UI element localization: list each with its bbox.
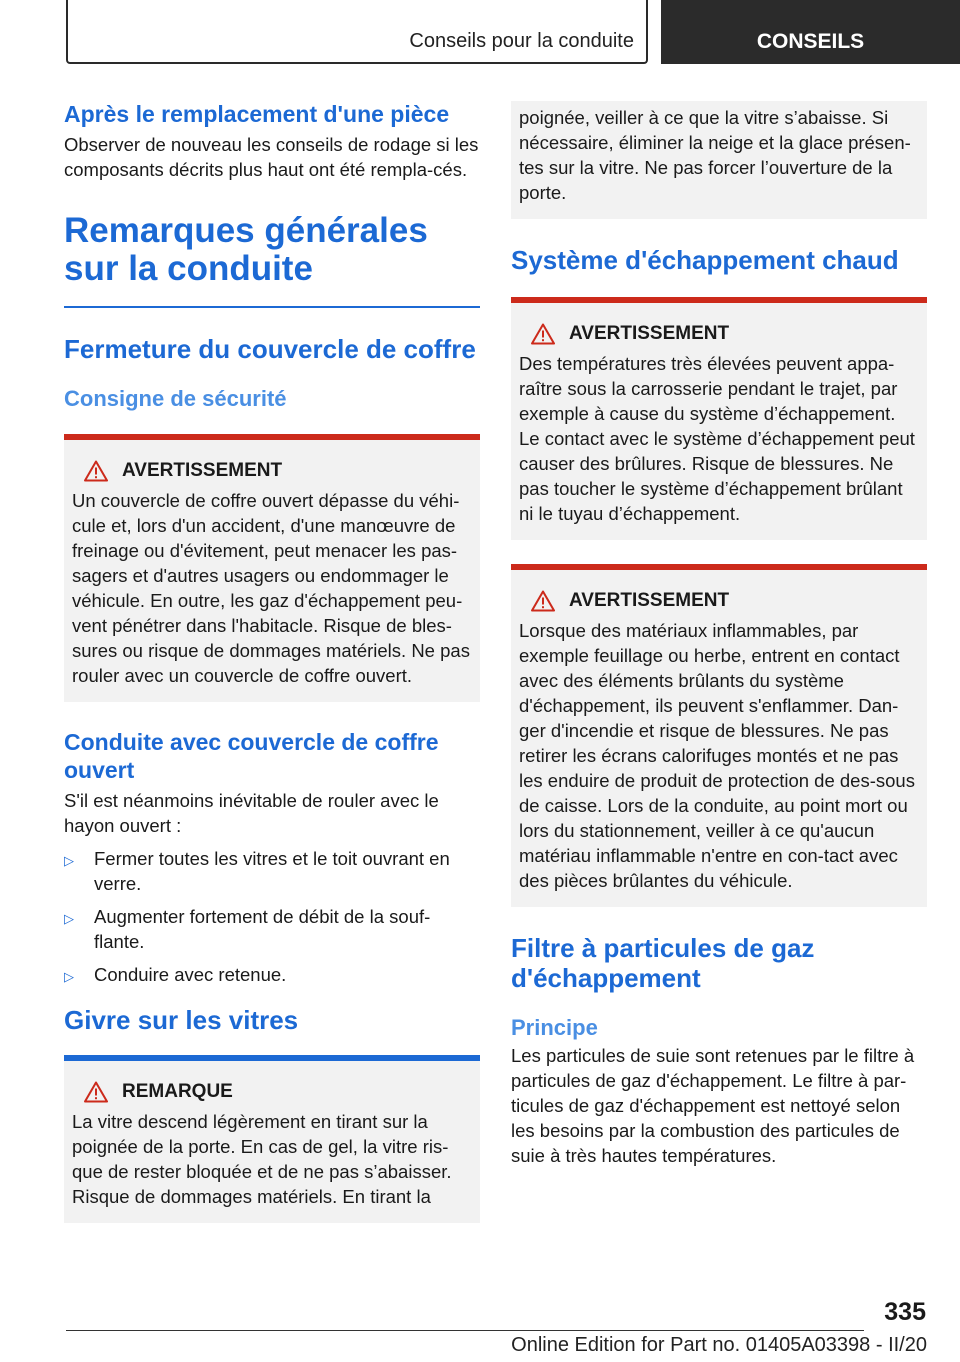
list-item (64, 846, 480, 896)
note-box-givre (64, 1055, 480, 1223)
heading-fermeture-coffre: Fermeture du couvercle de coffre (64, 333, 476, 364)
header-chapter-tab (661, 0, 960, 64)
warning-title-row (72, 450, 472, 488)
warning-box-materiaux-inflammables (511, 564, 927, 907)
triangle-bullet-icon: ▷ (64, 910, 74, 926)
note-title-row (72, 1071, 472, 1109)
note-text-continued: poignée, veiller à ce que la vitre s’abaisse. Si nécessaire, éliminer la neige et la glace présen-tes sur la vitre. Ne pas forcer l’ouverture de la porte. (519, 107, 911, 203)
warning-title-row (519, 580, 919, 618)
note-box-continued (511, 101, 927, 219)
warning-triangle-icon (84, 460, 108, 482)
header-section-box (66, 0, 648, 64)
text-apres-remplacement: Observer de nouveau les conseils de rodage si les composants décrits plus haut ont été rempla-cés. (64, 134, 479, 180)
heading-givre-vitres: Givre sur les vitres (64, 1004, 299, 1035)
warning-text-echappement-chaud: Des températures très élevées peuvent appa-raître sous la carrosserie pendant le trajet, par exemple à cause du système d’échappement. Le contact avec le système d’échappement peut causer des brûlures. Risque de blessures. Ne pas toucher le système d’échappement brûlant ni le tuyau d’échappement. (519, 353, 915, 524)
heading-consigne-securite: Consigne de sécurité (64, 385, 287, 411)
triangle-bullet-icon: ▷ (64, 852, 74, 868)
list-item-text: Conduire avec retenue. (94, 963, 287, 985)
warning-title: AVERTISSEMENT (569, 323, 730, 344)
heading-principe: Principe (511, 1015, 598, 1040)
conduite-bullet-list (64, 846, 480, 989)
header-chapter-label: CONSEILS (756, 30, 865, 53)
warning-text-coffre: Un couvercle de coffre ouvert dépasse du véhi-cule et, lors d'un accident, d'une manœuvre de freinage ou d'évitement, peut menacer les pas-sagers et d'autres usagers ou endommager le véhicule. En outre, les gaz d'échappement peu-vent pénétrer dans l'habitacle. Risque de bles-sures ou risque de dommages matériels. Ne pas rouler avec un couvercle de coffre ouvert. (72, 489, 470, 686)
note-title: REMARQUE (122, 1080, 233, 1102)
heading-rule (64, 306, 480, 308)
note-text-givre: La vitre descend légèrement en tirant sur la poignée de la porte. En cas de gel, la vitre ris-que de rester bloquée et de ne pas s’abaisser. Risque de dommages matériels. En tirant la (72, 1110, 452, 1207)
right-column (511, 101, 927, 1168)
warning-box-coffre (64, 434, 480, 702)
warning-title: AVERTISSEMENT (569, 590, 730, 611)
heading-remarques-generales: Remarques générales sur la conduite (64, 211, 428, 288)
list-item-text: Augmenter fortement de débit de la souf-flante. (94, 905, 431, 952)
list-item-text: Fermer toutes les vitres et le toit ouvrant en verre. (94, 847, 450, 894)
warning-text-materiaux-inflammables: Lorsque des matériaux inflammables, par exemple feuillage ou herbe, entrent en contact avec des éléments brûlants du système d'échappement, ils peuvent s'enflammer. Dan-ger d'incendie et risque de blessures. Ne pas retirer les écrans calorifuges montés et ne pas les enduire de produit de protection de des-sous de caisse. Lors de la conduite, au point mort ou lors du stationnement, veiller à ce qu'aucun matériau inflammable n'entre en con-tact avec des pièces brûlantes du véhicule. (519, 620, 915, 891)
warning-title-row (519, 313, 919, 351)
warning-box-echappement-chaud (511, 297, 927, 540)
warning-triangle-icon (531, 590, 555, 612)
left-column (64, 100, 480, 1223)
heading-systeme-echappement: Système d'échappement chaud (511, 245, 899, 275)
warning-triangle-icon (531, 323, 555, 345)
list-item (64, 904, 480, 954)
heading-apres-remplacement: Après le remplacement d'une pièce (64, 101, 450, 127)
heading-conduite-coffre-ouvert: Conduite avec couvercle de coffre ouvert (64, 728, 439, 783)
page-number: 335 (884, 1298, 926, 1326)
footer-rule (66, 1330, 864, 1331)
text-principe: Les particules de suie sont retenues par le filtre à particules de gaz d'échappement. Le filtre à par-ticules de gaz d'échappement est nettoyé selon les besoins par la combustion des particules de suie à très hautes températures. (511, 1045, 915, 1166)
footer-edition: Online Edition for Part no. 01405A03398 - II/20 (511, 1334, 927, 1356)
warning-title: AVERTISSEMENT (122, 459, 283, 481)
heading-filtre-particules: Filtre à particules de gaz d'échappement (511, 933, 815, 993)
triangle-bullet-icon: ▷ (64, 968, 74, 984)
header-section-title: Conseils pour la conduite (409, 30, 634, 52)
list-item (64, 962, 480, 989)
text-conduite-coffre-ouvert: S'il est néanmoins inévitable de rouler avec le hayon ouvert : (64, 789, 439, 836)
warning-triangle-icon (84, 1081, 108, 1103)
